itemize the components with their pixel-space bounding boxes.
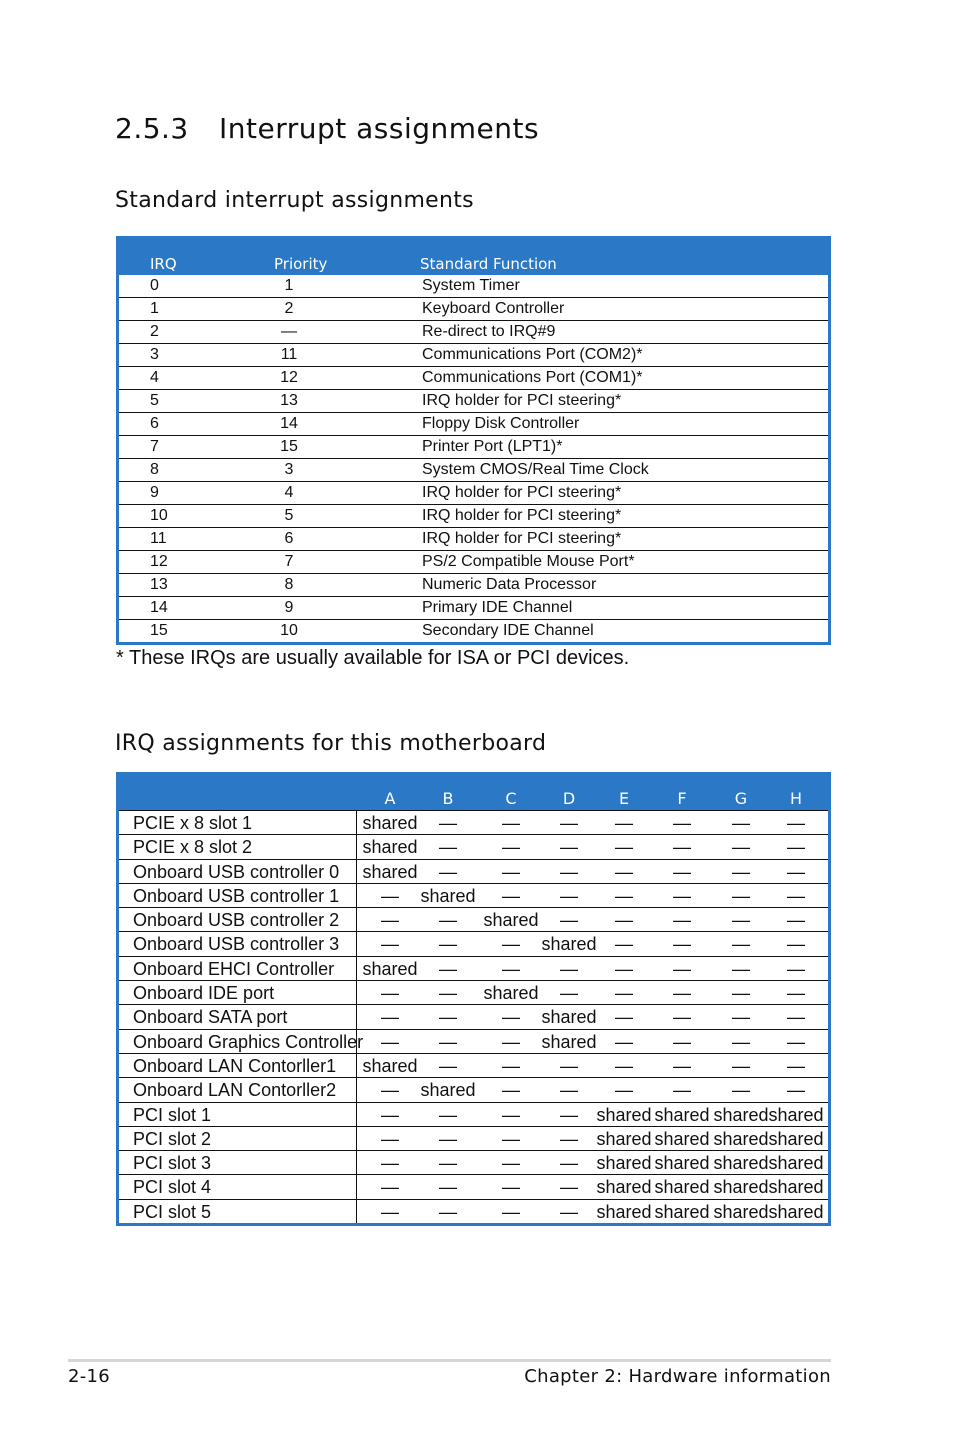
assignment-cell: — <box>732 813 750 833</box>
assignment-cell: — <box>502 813 520 833</box>
assignment-cell: — <box>381 1104 399 1125</box>
device-cell: Onboard IDE port <box>133 983 275 1004</box>
assignment-cell: shared <box>483 983 539 1004</box>
device-cell: Onboard USB controller 3 <box>133 934 340 955</box>
assignment-cell: — <box>787 910 805 931</box>
assignment-cell: — <box>381 885 399 906</box>
priority-cell: 6 <box>284 530 294 547</box>
table-row <box>119 1174 828 1198</box>
table-row <box>119 435 828 458</box>
table-row <box>119 343 828 366</box>
assignment-cell: — <box>787 958 805 979</box>
assignment-cell: — <box>787 1055 805 1076</box>
irq-cell: 9 <box>150 484 159 501</box>
table-row <box>119 980 828 1004</box>
assignment-cell: — <box>787 934 805 955</box>
assignment-cell: — <box>502 1104 520 1125</box>
assignment-cell: — <box>560 1201 578 1222</box>
priority-cell: 12 <box>280 369 298 386</box>
assignment-cell: — <box>381 1128 399 1149</box>
assignment-cell: — <box>502 958 520 979</box>
irq-cell: 7 <box>150 438 159 455</box>
assignment-cell: shared <box>713 1177 769 1198</box>
irq-cell: 10 <box>150 507 168 524</box>
assignment-cell: — <box>502 1153 520 1174</box>
irq-cell: 15 <box>150 622 168 639</box>
assignment-cell: — <box>502 885 520 906</box>
standard-interrupt-table <box>116 236 831 645</box>
assignment-cell: — <box>560 1177 578 1198</box>
irq-cell: 14 <box>150 599 168 616</box>
assignment-cell: — <box>502 861 520 882</box>
irq-cell: 2 <box>150 323 159 340</box>
assignment-cell: — <box>439 813 457 833</box>
table-header <box>119 775 828 810</box>
table-row <box>119 458 828 481</box>
function-cell: Communications Port (COM1)* <box>422 369 643 386</box>
device-cell: PCI slot 3 <box>133 1153 212 1174</box>
assignment-cell: — <box>560 1128 578 1149</box>
assignment-cell: shared <box>420 885 476 906</box>
assignment-cell: shared <box>362 813 418 833</box>
table-row <box>119 527 828 550</box>
priority-cell: 4 <box>284 484 294 501</box>
assignment-cell: — <box>560 861 578 882</box>
function-cell: Keyboard Controller <box>422 300 565 317</box>
priority-cell: 5 <box>284 507 294 524</box>
function-cell: Re-direct to IRQ#9 <box>422 323 556 340</box>
motherboard-heading: IRQ assignments for this motherboard <box>115 731 547 756</box>
table-row <box>119 1126 828 1150</box>
assignment-cell: shared <box>596 1177 652 1198</box>
assignment-cell: — <box>732 983 750 1004</box>
assignment-cell: — <box>439 1007 457 1028</box>
assignment-cell: shared <box>596 1104 652 1125</box>
assignment-cell: — <box>732 1055 750 1076</box>
table-row <box>119 1102 828 1126</box>
assignment-cell: — <box>673 1080 691 1101</box>
priority-cell: 8 <box>284 576 294 593</box>
function-cell: IRQ holder for PCI steering* <box>422 530 622 547</box>
assignment-cell: — <box>439 861 457 882</box>
table-row <box>119 320 828 343</box>
assignment-cell: shared <box>362 958 418 979</box>
assignment-cell: — <box>615 983 633 1004</box>
assignment-cell: — <box>381 1153 399 1174</box>
priority-cell: 1 <box>284 277 294 294</box>
assignment-cell: — <box>787 1031 805 1052</box>
function-cell: Floppy Disk Controller <box>422 415 580 432</box>
table-row <box>119 1077 828 1101</box>
assignment-cell: — <box>381 983 399 1004</box>
priority-cell: 14 <box>280 415 298 432</box>
assignment-cell: — <box>787 983 805 1004</box>
assignment-cell: — <box>381 1201 399 1222</box>
assignment-cell: — <box>673 885 691 906</box>
device-cell: Onboard Graphics Controller <box>133 1031 364 1052</box>
assignment-cell: — <box>381 1080 399 1101</box>
assignment-cell: — <box>560 958 578 979</box>
table-body <box>119 275 828 642</box>
assignment-cell: — <box>502 1080 520 1101</box>
assignment-cell: — <box>439 1201 457 1222</box>
column-header-function: Standard Function <box>420 255 557 273</box>
irq-cell: 8 <box>150 461 159 478</box>
assignment-cell: — <box>732 958 750 979</box>
table-row <box>119 573 828 596</box>
assignment-cell: — <box>560 1153 578 1174</box>
function-cell: Primary IDE Channel <box>422 599 573 616</box>
device-cell: Onboard USB controller 2 <box>133 910 340 931</box>
assignment-cell: shared <box>713 1201 769 1222</box>
assignment-cell: — <box>560 1055 578 1076</box>
assignment-cell: — <box>615 934 633 955</box>
priority-cell: 15 <box>280 438 298 455</box>
column-header-b: B <box>442 789 454 808</box>
assignment-cell: — <box>732 1007 750 1028</box>
assignment-cell: — <box>502 1031 520 1052</box>
table-row <box>119 956 828 980</box>
assignment-cell: — <box>439 910 457 931</box>
device-cell: Onboard USB controller 1 <box>133 885 340 906</box>
assignment-cell: — <box>787 1007 805 1028</box>
assignment-cell: — <box>439 983 457 1004</box>
priority-cell: 3 <box>284 461 294 478</box>
assignment-cell: shared <box>654 1153 710 1174</box>
assignment-cell: — <box>673 861 691 882</box>
footnote: * These IRQs are usually available for ISA or PCI devices. <box>116 647 630 669</box>
assignment-cell: — <box>381 1031 399 1052</box>
assignment-cell: — <box>615 910 633 931</box>
table-row <box>119 1150 828 1174</box>
function-cell: System CMOS/Real Time Clock <box>422 461 649 478</box>
priority-cell: 7 <box>284 553 294 570</box>
assignment-cell: — <box>787 813 805 833</box>
priority-cell: 11 <box>280 346 298 363</box>
assignment-cell: — <box>560 983 578 1004</box>
function-cell: IRQ holder for PCI steering* <box>422 392 622 409</box>
standard-heading: Standard interrupt assignments <box>115 188 474 213</box>
assignment-cell: shared <box>654 1177 710 1198</box>
table-row <box>119 275 828 297</box>
table-row <box>119 1029 828 1053</box>
column-header-d: D <box>562 789 576 808</box>
assignment-cell: — <box>502 1128 520 1149</box>
table-row <box>119 412 828 435</box>
table-row <box>119 883 828 907</box>
device-cell: PCI slot 2 <box>133 1128 212 1149</box>
priority-cell: 10 <box>280 622 298 639</box>
assignment-cell: — <box>732 1031 750 1052</box>
table-row <box>119 481 828 504</box>
assignment-cell: shared <box>596 1153 652 1174</box>
assignment-cell: shared <box>541 1031 597 1052</box>
irq-cell: 11 <box>150 530 167 547</box>
assignment-cell: — <box>560 1080 578 1101</box>
column-divider <box>356 810 357 1223</box>
column-header-h: H <box>789 789 803 808</box>
table-body <box>119 810 828 1223</box>
priority-cell: 13 <box>280 392 298 409</box>
assignment-cell: — <box>673 958 691 979</box>
section-title-text: Interrupt assignments <box>219 112 540 145</box>
assignment-cell: — <box>673 1055 691 1076</box>
assignment-cell: — <box>439 934 457 955</box>
irq-cell: 13 <box>150 576 168 593</box>
device-cell: PCIE x 8 slot 1 <box>133 813 253 833</box>
table-row <box>119 1199 828 1223</box>
assignment-cell: shared <box>541 1007 597 1028</box>
table-row <box>119 504 828 527</box>
assignment-cell: — <box>560 813 578 833</box>
assignment-cell: — <box>732 934 750 955</box>
assignment-cell: — <box>381 1177 399 1198</box>
device-cell: PCI slot 4 <box>133 1177 212 1198</box>
column-header-priority: Priority <box>274 255 328 273</box>
assignment-cell: shared <box>713 1153 769 1174</box>
table-row <box>119 931 828 955</box>
function-cell: Numeric Data Processor <box>422 576 597 593</box>
assignment-cell: — <box>502 1055 520 1076</box>
assignment-cell: — <box>615 885 633 906</box>
assignment-cell: — <box>787 837 805 858</box>
assignment-cell: — <box>673 983 691 1004</box>
assignment-cell: shared <box>483 910 539 931</box>
assignment-cell: — <box>560 1104 578 1125</box>
device-cell: Onboard LAN Contorller1 <box>133 1055 337 1076</box>
assignment-cell: — <box>732 861 750 882</box>
assignment-cell: — <box>560 837 578 858</box>
assignment-cell: shared <box>768 1128 824 1149</box>
assignment-cell: shared <box>596 1128 652 1149</box>
device-cell: PCIE x 8 slot 2 <box>133 837 253 858</box>
assignment-cell: shared <box>654 1128 710 1149</box>
assignment-cell: — <box>615 1007 633 1028</box>
assignment-cell: — <box>560 910 578 931</box>
assignment-cell: — <box>615 1080 633 1101</box>
assignment-cell: shared <box>420 1080 476 1101</box>
section-title <box>115 112 539 145</box>
table-row <box>119 366 828 389</box>
column-header-f: F <box>677 789 687 808</box>
assignment-cell: — <box>673 837 691 858</box>
assignment-cell: — <box>615 813 633 833</box>
assignment-cell: — <box>615 1055 633 1076</box>
assignment-cell: — <box>615 1031 633 1052</box>
function-cell: Communications Port (COM2)* <box>422 346 643 363</box>
function-cell: PS/2 Compatible Mouse Port* <box>422 553 635 570</box>
assignment-cell: — <box>439 837 457 858</box>
irq-cell: 6 <box>150 415 159 432</box>
function-cell: Secondary IDE Channel <box>422 622 594 639</box>
table-row <box>119 297 828 320</box>
device-cell: Onboard EHCI Controller <box>133 958 335 979</box>
footer-rule <box>68 1359 831 1362</box>
assignment-cell: shared <box>768 1177 824 1198</box>
irq-cell: 1 <box>150 300 159 317</box>
assignment-cell: — <box>502 1201 520 1222</box>
assignment-cell: — <box>673 934 691 955</box>
assignment-cell: — <box>732 885 750 906</box>
priority-cell: 9 <box>284 599 294 616</box>
assignment-cell: — <box>439 1055 457 1076</box>
table-row <box>119 619 828 642</box>
device-cell: PCI slot 1 <box>133 1104 212 1125</box>
section-number: 2.5.3 <box>115 112 189 145</box>
assignment-cell: — <box>439 1128 457 1149</box>
assignment-cell: — <box>673 813 691 833</box>
table-row <box>119 1004 828 1028</box>
irq-cell: 4 <box>150 369 159 386</box>
table-row <box>119 1053 828 1077</box>
device-cell: Onboard SATA port <box>133 1007 288 1028</box>
assignment-cell: shared <box>768 1153 824 1174</box>
assignment-cell: — <box>502 1007 520 1028</box>
assignment-cell: — <box>439 1031 457 1052</box>
function-cell: System Timer <box>422 277 520 294</box>
assignment-cell: — <box>615 861 633 882</box>
motherboard-irq-table <box>116 772 831 1226</box>
column-header-c: C <box>505 789 517 808</box>
device-cell: Onboard LAN Contorller2 <box>133 1080 337 1101</box>
assignment-cell: shared <box>654 1104 710 1125</box>
function-cell: IRQ holder for PCI steering* <box>422 484 622 501</box>
assignment-cell: — <box>502 837 520 858</box>
assignment-cell: — <box>502 1177 520 1198</box>
page-number: 2-16 <box>68 1366 111 1387</box>
assignment-cell: — <box>673 910 691 931</box>
assignment-cell: shared <box>541 934 597 955</box>
priority-cell: — <box>281 323 297 340</box>
column-header-e: E <box>618 789 630 808</box>
assignment-cell: — <box>381 910 399 931</box>
assignment-cell: shared <box>654 1201 710 1222</box>
table-row <box>119 907 828 931</box>
assignment-cell: — <box>787 885 805 906</box>
table-row <box>119 859 828 883</box>
assignment-cell: — <box>787 1080 805 1101</box>
device-cell: PCI slot 5 <box>133 1201 212 1222</box>
assignment-cell: shared <box>713 1128 769 1149</box>
irq-cell: 0 <box>150 277 159 294</box>
assignment-cell: — <box>502 934 520 955</box>
assignment-cell: — <box>673 1031 691 1052</box>
assignment-cell: — <box>439 1177 457 1198</box>
assignment-cell: — <box>439 1104 457 1125</box>
assignment-cell: — <box>615 958 633 979</box>
assignment-cell: — <box>615 837 633 858</box>
assignment-cell: — <box>381 1007 399 1028</box>
function-cell: Printer Port (LPT1)* <box>422 438 563 455</box>
assignment-cell: — <box>787 861 805 882</box>
table-row <box>119 810 828 834</box>
column-header-g: G <box>734 789 748 808</box>
column-header-a: A <box>384 789 396 808</box>
assignment-cell: — <box>732 1080 750 1101</box>
table-header <box>119 239 828 275</box>
assignment-cell: — <box>439 1153 457 1174</box>
irq-cell: 12 <box>150 553 168 570</box>
assignment-cell: — <box>560 885 578 906</box>
assignment-cell: shared <box>713 1104 769 1125</box>
table-row <box>119 389 828 412</box>
function-cell: IRQ holder for PCI steering* <box>422 507 622 524</box>
assignment-cell: shared <box>768 1201 824 1222</box>
priority-cell: 2 <box>284 300 294 317</box>
assignment-cell: — <box>673 1007 691 1028</box>
irq-cell: 3 <box>150 346 159 363</box>
table-row <box>119 834 828 858</box>
table-row <box>119 550 828 573</box>
chapter-title: Chapter 2: Hardware information <box>524 1366 831 1387</box>
assignment-cell: shared <box>362 1055 418 1076</box>
table-row <box>119 596 828 619</box>
assignment-cell: shared <box>362 861 418 882</box>
assignment-cell: shared <box>362 837 418 858</box>
assignment-cell: — <box>732 910 750 931</box>
assignment-cell: shared <box>768 1104 824 1125</box>
assignment-cell: — <box>381 934 399 955</box>
irq-cell: 5 <box>150 392 159 409</box>
device-cell: Onboard USB controller 0 <box>133 861 340 882</box>
assignment-cell: shared <box>596 1201 652 1222</box>
column-header-irq: IRQ <box>150 255 177 273</box>
assignment-cell: — <box>439 958 457 979</box>
assignment-cell: — <box>732 837 750 858</box>
